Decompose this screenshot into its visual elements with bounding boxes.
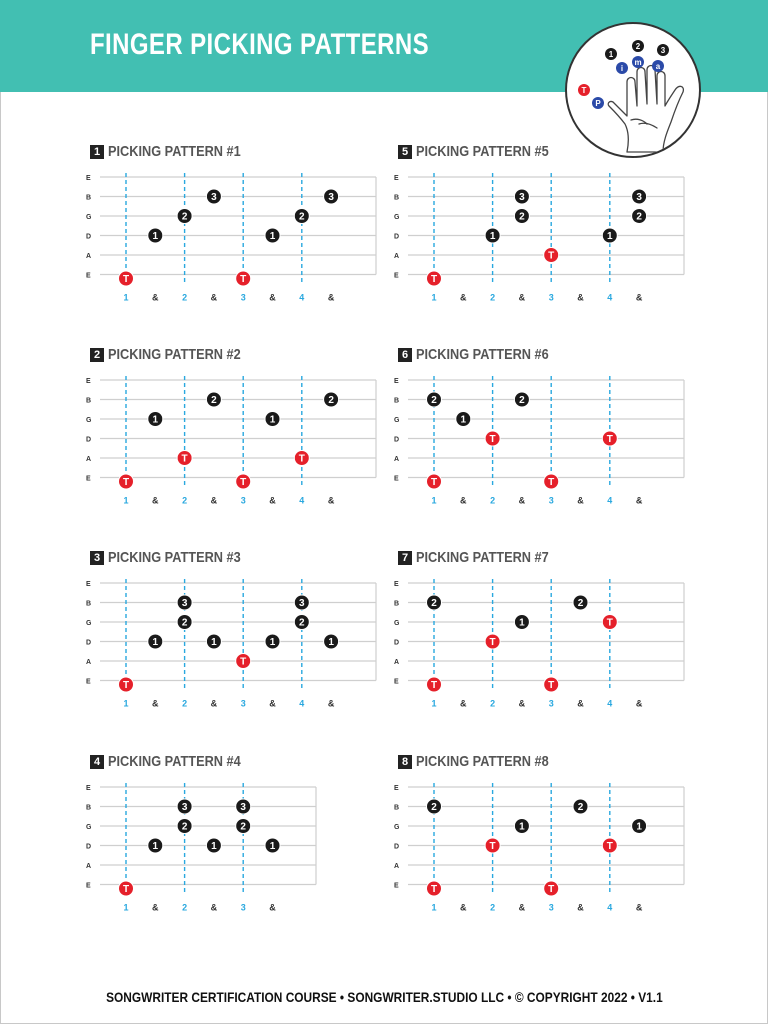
string-label: E [86,882,91,890]
hand-diagram [565,22,701,158]
beat-label: 1 [431,495,437,506]
pattern-number-badge: 1 [90,145,104,159]
beat-label: & [518,902,526,913]
note-finger-label: 1 [460,414,467,426]
beat-label: 3 [240,698,246,709]
note-finger-label: T [122,477,130,488]
beat-label: & [269,698,276,709]
beat-label: 4 [299,292,305,303]
beat-label: & [460,902,467,913]
hand-finger-label: i [620,64,624,73]
pattern-number-badge: 7 [398,551,412,565]
note-finger-label: T [240,274,247,285]
string-label: E [394,175,399,182]
string-label: D [394,233,400,241]
string-label: E [86,378,91,385]
pattern-number-badge: 5 [398,145,412,159]
note-finger-label: T [298,453,305,465]
beat-label: 1 [123,495,129,506]
string-label: B [394,804,400,812]
beat-label: & [152,292,159,303]
string-label: A [86,863,92,870]
string-label: G [394,417,400,424]
note-finger-label: T [122,680,130,691]
note-finger-label: 1 [328,637,334,648]
hand-icon [567,24,701,158]
string-label: D [394,843,400,851]
note-finger-label: T [489,637,496,648]
note-finger-label: T [240,477,247,488]
beat-label: & [577,495,584,506]
hand-finger-label: P [595,99,601,108]
note-finger-label: 1 [152,841,159,852]
hand-outline [608,66,683,153]
tab-diagram [84,575,384,745]
pattern-number-badge: 6 [398,348,412,362]
pattern-number-badge: 2 [90,348,104,362]
beat-label: 2 [490,902,496,913]
note-finger-label: 2 [577,598,584,609]
pattern-label: PICKING PATTERN #4 [108,753,241,771]
beat-label: & [152,495,159,506]
string-label: B [86,397,92,405]
note-finger-label: 2 [431,598,437,609]
note-finger-label: 2 [519,395,525,406]
beat-label: & [327,495,335,506]
string-label: A [86,659,92,666]
beat-label: & [518,698,526,709]
beat-label: & [210,292,218,303]
pattern-title [398,549,572,565]
string-label: A [394,863,400,870]
note-finger-label: 3 [328,192,334,203]
string-label: E [86,678,91,686]
string-label: B [394,600,400,608]
tab-diagram [392,169,692,339]
hand-finger-label: m [634,58,642,67]
note-finger-label: 1 [269,841,276,852]
note-finger-label: 1 [269,231,276,242]
pattern-label: PICKING PATTERN #6 [416,346,549,364]
note-finger-label: 2 [181,821,188,833]
note-finger-label: 1 [211,841,217,852]
string-label: D [394,639,400,647]
note-finger-label: 1 [152,414,159,426]
string-label: E [86,175,91,182]
note-finger-label: 2 [211,395,217,406]
beat-label: 3 [240,292,246,303]
footer-label: SONGWRITER CERTIFICATION COURSE • SONGWRITER.STUDIO LLC • © COPYRIGHT 2022 • V1.1 [105,989,663,1005]
note-finger-label: 2 [181,211,188,223]
beat-label: 1 [123,698,129,709]
pattern-label: PICKING PATTERN #7 [416,549,549,567]
hand-finger-label: 3 [660,46,666,55]
beat-label: 1 [123,292,129,303]
note-finger-label: 2 [431,802,437,813]
beat-label: & [460,292,467,303]
note-finger-label: 2 [240,821,246,833]
note-finger-label: 1 [607,231,613,242]
beat-label: 4 [607,902,613,913]
beat-label: 3 [548,292,554,303]
note-finger-label: T [489,841,496,852]
note-finger-label: T [430,274,438,285]
note-finger-label: T [430,680,438,691]
note-finger-label: T [548,680,555,691]
beat-label: 2 [490,698,496,709]
pattern-label: PICKING PATTERN #3 [108,549,241,567]
pattern-number-badge: 3 [90,551,104,565]
beat-label: & [327,698,335,709]
string-label: E [86,785,91,792]
pattern-label: PICKING PATTERN #1 [108,143,241,161]
note-finger-label: 2 [431,395,437,406]
beat-label: & [577,292,584,303]
note-finger-label: T [489,434,496,445]
note-finger-label: 3 [211,192,217,203]
beat-label: 2 [182,698,188,709]
beat-label: 1 [123,902,129,913]
note-finger-label: 1 [489,231,496,242]
beat-label: 4 [607,292,613,303]
string-label: G [86,620,92,627]
string-label: G [86,824,92,831]
string-label: E [394,581,399,588]
beat-label: & [269,292,276,303]
string-label: E [394,378,399,385]
hand-finger-label: 1 [608,50,614,59]
note-finger-label: 1 [152,637,159,648]
pattern-label: PICKING PATTERN #5 [416,143,549,161]
beat-label: & [635,292,643,303]
string-label: E [86,581,91,588]
tab-diagram [392,779,692,949]
beat-label: & [518,292,526,303]
beat-label: 2 [182,902,188,913]
pattern-number-badge: 8 [398,755,412,769]
beat-label: & [152,902,159,913]
beat-label: & [269,902,276,913]
beat-label: & [635,902,643,913]
pattern-title [90,753,264,769]
beat-label: & [460,495,467,506]
string-label: G [394,214,400,221]
note-finger-label: 3 [181,802,188,813]
pattern-label: PICKING PATTERN #2 [108,346,241,364]
string-label: A [86,456,92,463]
note-finger-label: 2 [328,395,334,406]
note-finger-label: 2 [299,211,305,223]
beat-label: & [210,495,218,506]
beat-label: 2 [490,495,496,506]
tab-diagram [392,372,692,542]
beat-label: 3 [548,495,554,506]
beat-label: & [577,698,584,709]
note-finger-label: T [548,884,555,895]
pattern-label: PICKING PATTERN #8 [416,753,549,771]
beat-label: 1 [431,902,437,913]
tab-diagram [84,779,384,949]
string-label: B [86,194,92,202]
pattern-title [90,346,264,362]
hand-finger-label: 2 [635,42,641,51]
note-finger-label: T [240,656,247,668]
note-finger-label: 1 [269,637,276,648]
beat-label: & [635,698,643,709]
beat-label: 3 [548,698,554,709]
string-label: D [86,436,92,444]
string-label: G [86,214,92,221]
beat-label: 2 [182,495,188,506]
tab-diagram [84,372,384,542]
string-label: E [86,272,91,280]
string-label: D [86,843,92,851]
beat-label: & [460,698,467,709]
string-label: G [86,417,92,424]
note-finger-label: T [122,274,130,285]
beat-label: 4 [607,698,613,709]
note-finger-label: 3 [299,598,305,609]
string-label: B [394,397,400,405]
beat-label: 1 [431,292,437,303]
pattern-title [90,143,264,159]
note-finger-label: T [548,477,555,488]
note-finger-label: T [430,477,438,488]
tab-diagram [84,169,384,339]
tab-diagram [392,575,692,745]
string-label: D [394,436,400,444]
beat-label: & [635,495,643,506]
beat-label: & [152,698,159,709]
note-finger-label: T [430,884,438,895]
beat-label: 2 [490,292,496,303]
note-finger-label: T [122,884,130,895]
beat-label: 2 [182,292,188,303]
note-finger-label: 2 [636,211,642,223]
string-label: A [394,253,400,260]
note-finger-label: 2 [519,211,525,223]
note-finger-label: 1 [269,414,276,426]
beat-label: 3 [240,495,246,506]
note-finger-label: T [606,617,613,629]
pattern-title [90,549,264,565]
note-finger-label: 2 [181,617,188,629]
string-label: A [86,253,92,260]
string-label: A [394,659,400,666]
footer-text [0,989,768,1005]
string-label: G [394,824,400,831]
string-label: E [394,678,399,686]
string-label: B [394,194,400,202]
string-label: A [394,456,400,463]
note-finger-label: T [606,434,613,445]
beat-label: & [269,495,276,506]
beat-label: 1 [431,698,437,709]
string-label: E [394,785,399,792]
string-label: D [86,639,92,647]
beat-label: & [210,902,218,913]
note-finger-label: 3 [519,192,525,203]
string-label: B [86,804,92,812]
note-finger-label: 1 [519,617,525,629]
pattern-title [398,346,572,362]
note-finger-label: 3 [181,598,188,609]
beat-label: & [327,292,335,303]
hand-finger-label: T [581,86,587,95]
note-finger-label: T [548,250,555,262]
note-finger-label: T [606,841,613,852]
note-finger-label: 1 [636,821,642,833]
string-label: B [86,600,92,608]
page-title: FINGER PICKING PATTERNS [90,28,429,61]
string-label: G [394,620,400,627]
string-label: E [86,475,91,483]
note-finger-label: 2 [577,802,584,813]
pattern-number-badge: 4 [90,755,104,769]
note-finger-label: 2 [299,617,305,629]
pattern-title [398,753,572,769]
string-label: E [394,475,399,483]
pattern-title [398,143,572,159]
beat-label: 4 [299,495,305,506]
string-label: E [394,882,399,890]
beat-label: 3 [240,902,246,913]
note-finger-label: 3 [636,192,642,203]
string-label: E [394,272,399,280]
beat-label: & [210,698,218,709]
note-finger-label: 1 [211,637,217,648]
note-finger-label: 3 [240,802,246,813]
beat-label: & [577,902,584,913]
note-finger-label: T [181,453,188,465]
beat-label: & [518,495,526,506]
hand-finger-label: a [655,62,661,71]
beat-label: 3 [548,902,554,913]
beat-label: 4 [299,698,305,709]
note-finger-label: 1 [519,821,525,833]
note-finger-label: 1 [152,231,159,242]
beat-label: 4 [607,495,613,506]
string-label: D [86,233,92,241]
